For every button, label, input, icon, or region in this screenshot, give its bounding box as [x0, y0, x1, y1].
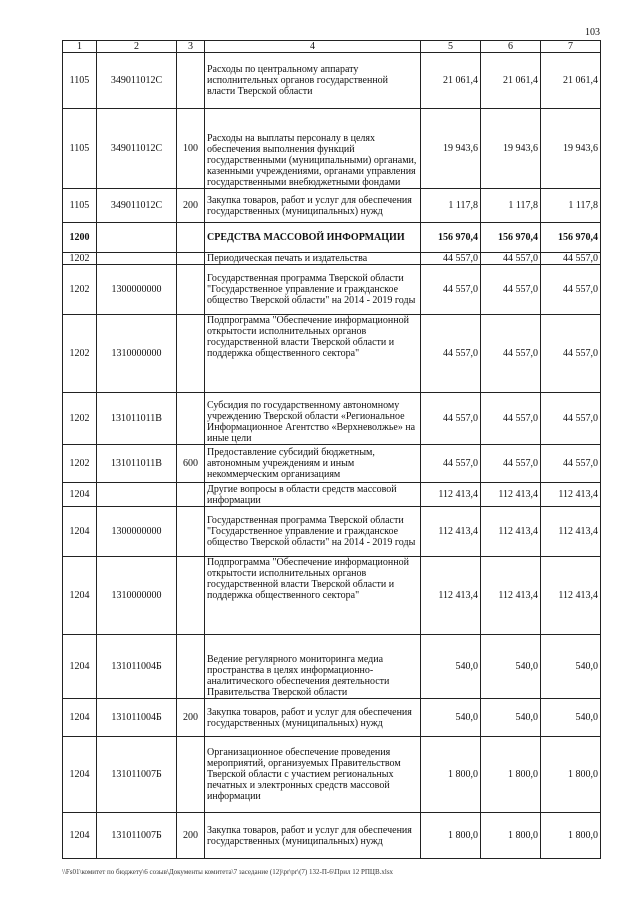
section-code: 1202	[63, 393, 97, 445]
table-row	[63, 483, 601, 507]
amount-col7: 44 557,0	[541, 393, 601, 445]
amount-col6: 44 557,0	[481, 393, 541, 445]
amount-col7: 1 117,8	[541, 189, 601, 223]
target-article-code	[97, 253, 177, 265]
table-row	[63, 635, 601, 699]
expense-type-code: 600	[177, 445, 205, 483]
section-code: 1105	[63, 109, 97, 189]
expense-type-code	[177, 223, 205, 253]
amount-col6: 112 413,4	[481, 557, 541, 635]
amount-col7: 1 800,0	[541, 813, 601, 859]
target-article-code	[97, 483, 177, 507]
table-row	[63, 53, 601, 109]
table-row	[63, 737, 601, 813]
amount-col6: 44 557,0	[481, 445, 541, 483]
budget-table	[62, 40, 601, 859]
amount-col7: 540,0	[541, 635, 601, 699]
expense-type-code	[177, 265, 205, 315]
row-description: Закупка товаров, работ и услуг для обеспечения государственных (муниципальных) нужд	[205, 189, 421, 223]
expense-type-code: 100	[177, 109, 205, 189]
section-code: 1105	[63, 53, 97, 109]
target-article-code: 349011012С	[97, 109, 177, 189]
amount-col5: 1 800,0	[421, 813, 481, 859]
amount-col7: 1 800,0	[541, 737, 601, 813]
target-article-code: 349011012С	[97, 53, 177, 109]
section-code: 1204	[63, 507, 97, 557]
table-row	[63, 813, 601, 859]
row-description: Расходы на выплаты персоналу в целях обеспечения выполнения функций государственными (муниципальными) органами, казенными учреждениями, органами управления государственными внебюджетными фондами	[205, 109, 421, 189]
section-code: 1204	[63, 483, 97, 507]
row-description: Ведение регулярного мониторинга медиа пространства в целях информационно-аналитического обеспечения деятельности Правительства Тверской области	[205, 635, 421, 699]
amount-col6: 1 800,0	[481, 737, 541, 813]
amount-col7: 44 557,0	[541, 253, 601, 265]
row-description: Субсидия по государственному автономному учреждению Тверской области «Региональное Информационное Агентство «Верхневолжье» на иные цели	[205, 393, 421, 445]
expense-type-code: 200	[177, 189, 205, 223]
amount-col6: 44 557,0	[481, 253, 541, 265]
column-header: 4	[205, 41, 421, 53]
amount-col6: 1 800,0	[481, 813, 541, 859]
amount-col7: 156 970,4	[541, 223, 601, 253]
section-code: 1200	[63, 223, 97, 253]
amount-col5: 21 061,4	[421, 53, 481, 109]
row-description: Организационное обеспечение проведения мероприятий, организуемых Правительством Тверской области с участием региональных печатных и электронных средств массовой информации	[205, 737, 421, 813]
amount-col6: 44 557,0	[481, 315, 541, 393]
expense-type-code: 200	[177, 813, 205, 859]
target-article-code: 131011004Б	[97, 635, 177, 699]
table-row	[63, 253, 601, 265]
table-header	[63, 41, 601, 53]
amount-col6: 112 413,4	[481, 483, 541, 507]
row-description: Периодическая печать и издательства	[205, 253, 421, 265]
row-description: Подпрограмма "Обеспечение информационной открытости исполнительных органов государственной власти Тверской области и поддержка общественного сектора"	[205, 557, 421, 635]
amount-col7: 44 557,0	[541, 315, 601, 393]
amount-col5: 44 557,0	[421, 265, 481, 315]
section-code: 1105	[63, 189, 97, 223]
amount-col5: 1 117,8	[421, 189, 481, 223]
target-article-code: 131011007Б	[97, 813, 177, 859]
table-row	[63, 189, 601, 223]
amount-col6: 112 413,4	[481, 507, 541, 557]
row-description: Закупка товаров, работ и услуг для обеспечения государственных (муниципальных) нужд	[205, 699, 421, 737]
amount-col5: 112 413,4	[421, 507, 481, 557]
amount-col7: 540,0	[541, 699, 601, 737]
section-code: 1202	[63, 253, 97, 265]
amount-col7: 112 413,4	[541, 557, 601, 635]
table-row	[63, 265, 601, 315]
row-description: Государственная программа Тверской области "Государственное управление и гражданское общество Тверской области" на 2014 - 2019 годы	[205, 265, 421, 315]
target-article-code: 131011004Б	[97, 699, 177, 737]
target-article-code: 131011011В	[97, 445, 177, 483]
expense-type-code	[177, 393, 205, 445]
table-row	[63, 445, 601, 483]
column-header: 2	[97, 41, 177, 53]
row-description: Закупка товаров, работ и услуг для обеспечения государственных (муниципальных) нужд	[205, 813, 421, 859]
row-description: Расходы по центральному аппарату исполнительных органов государственной власти Тверской области	[205, 53, 421, 109]
amount-col7: 112 413,4	[541, 507, 601, 557]
table-row	[63, 699, 601, 737]
target-article-code: 1310000000	[97, 315, 177, 393]
section-code: 1204	[63, 635, 97, 699]
amount-col5: 44 557,0	[421, 393, 481, 445]
target-article-code: 131011011В	[97, 393, 177, 445]
amount-col6: 44 557,0	[481, 265, 541, 315]
target-article-code: 1300000000	[97, 265, 177, 315]
file-path-footer: \\Fs01\комитет по бюджету\6 созыв\Документы комитета\7 заседание (12)\pr\pr\(7) 132-П-6\Прил 12 РПЦВ.xlsx	[62, 868, 394, 876]
amount-col5: 540,0	[421, 635, 481, 699]
section-code: 1204	[63, 699, 97, 737]
amount-col6: 21 061,4	[481, 53, 541, 109]
table-row	[63, 315, 601, 393]
expense-type-code	[177, 507, 205, 557]
table-row	[63, 557, 601, 635]
expense-type-code	[177, 483, 205, 507]
row-description: Государственная программа Тверской области "Государственное управление и гражданское общество Тверской области" на 2014 - 2019 годы	[205, 507, 421, 557]
section-code: 1202	[63, 265, 97, 315]
amount-col5: 44 557,0	[421, 253, 481, 265]
amount-col7: 21 061,4	[541, 53, 601, 109]
row-description: Другие вопросы в области средств массовой информации	[205, 483, 421, 507]
amount-col6: 1 117,8	[481, 189, 541, 223]
section-code: 1202	[63, 315, 97, 393]
target-article-code: 131011007Б	[97, 737, 177, 813]
amount-col7: 19 943,6	[541, 109, 601, 189]
section-code: 1202	[63, 445, 97, 483]
amount-col7: 112 413,4	[541, 483, 601, 507]
expense-type-code	[177, 737, 205, 813]
column-header: 7	[541, 41, 601, 53]
column-header: 1	[63, 41, 97, 53]
target-article-code: 1300000000	[97, 507, 177, 557]
expense-type-code	[177, 315, 205, 393]
amount-col5: 112 413,4	[421, 557, 481, 635]
amount-col6: 19 943,6	[481, 109, 541, 189]
table-row	[63, 109, 601, 189]
section-code: 1204	[63, 813, 97, 859]
table-row	[63, 223, 601, 253]
amount-col7: 44 557,0	[541, 445, 601, 483]
expense-type-code	[177, 53, 205, 109]
page-number: 103	[585, 27, 600, 38]
row-description: Предоставление субсидий бюджетным, автономным учреждениям и иным некоммерческим организациям	[205, 445, 421, 483]
amount-col5: 44 557,0	[421, 315, 481, 393]
expense-type-code	[177, 253, 205, 265]
column-header: 3	[177, 41, 205, 53]
table-row	[63, 507, 601, 557]
target-article-code: 1310000000	[97, 557, 177, 635]
expense-type-code	[177, 635, 205, 699]
amount-col5: 540,0	[421, 699, 481, 737]
amount-col5: 1 800,0	[421, 737, 481, 813]
section-code: 1204	[63, 557, 97, 635]
target-article-code	[97, 223, 177, 253]
target-article-code: 349011012С	[97, 189, 177, 223]
expense-type-code: 200	[177, 699, 205, 737]
amount-col6: 540,0	[481, 635, 541, 699]
row-description: СРЕДСТВА МАССОВОЙ ИНФОРМАЦИИ	[205, 223, 421, 253]
amount-col6: 540,0	[481, 699, 541, 737]
amount-col5: 44 557,0	[421, 445, 481, 483]
amount-col5: 156 970,4	[421, 223, 481, 253]
amount-col7: 44 557,0	[541, 265, 601, 315]
expense-type-code	[177, 557, 205, 635]
column-header: 5	[421, 41, 481, 53]
column-header: 6	[481, 41, 541, 53]
section-code: 1204	[63, 737, 97, 813]
row-description: Подпрограмма "Обеспечение информационной открытости исполнительных органов государственной власти Тверской области и поддержка общественного сектора"	[205, 315, 421, 393]
amount-col5: 19 943,6	[421, 109, 481, 189]
table-row	[63, 393, 601, 445]
amount-col6: 156 970,4	[481, 223, 541, 253]
amount-col5: 112 413,4	[421, 483, 481, 507]
